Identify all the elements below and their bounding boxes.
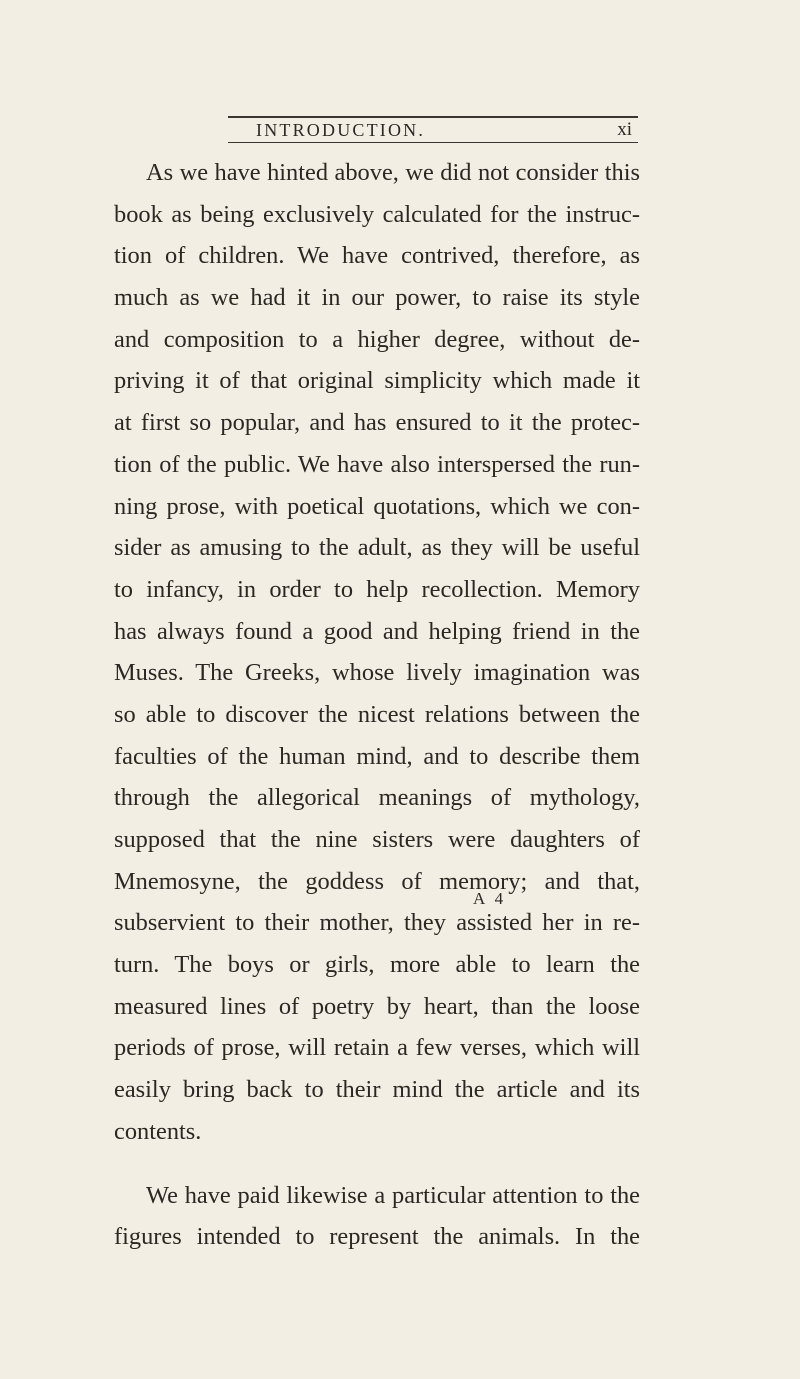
text-line: As we have hinted above, we did not consider this: [146, 159, 640, 186]
text-line: and composition to a higher degree, without de-: [114, 325, 640, 353]
paragraph-gap: [114, 1153, 640, 1175]
text-line: tion of children. We have contrived, therefore, as: [114, 242, 640, 270]
body-text: [114, 152, 640, 1258]
text-line: to infancy, in order to help recollection. Memory: [114, 575, 640, 603]
paragraph: [114, 1175, 640, 1258]
running-title: INTRODUCTION.: [256, 120, 426, 140]
header-rule-bottom: [228, 142, 638, 143]
running-head: [228, 118, 638, 142]
text-line: subservient to their mother, they assisted her in re-: [114, 909, 640, 937]
text-line: measured lines of poetry by heart, than the loose: [114, 992, 640, 1020]
text-line: We have paid likewise a particular attention to the: [146, 1181, 640, 1209]
text-line: book as being exclusively calculated for the instruc-: [114, 200, 640, 228]
text-line: through the allegorical meanings of mythology,: [114, 784, 640, 812]
text-line: supposed that the nine sisters were daughters of: [114, 826, 640, 853]
paragraph: [114, 152, 640, 1153]
text-line: tion of the public. We have also interspersed the run-: [114, 450, 640, 478]
text-line: so able to discover the nicest relations between the: [114, 700, 640, 728]
text-line: much as we had it in our power, to raise its style: [114, 284, 640, 312]
page-number: xi: [617, 119, 632, 140]
text-line: at first so popular, and has ensured to it the protec-: [114, 409, 640, 437]
text-line: Muses. The Greeks, whose lively imagination was: [114, 659, 640, 687]
text-line: priving it of that original simplicity which made it: [114, 367, 640, 395]
text-line: has always found a good and helping friend in the: [114, 617, 640, 645]
text-line: Mnemosyne, the goddess of memory; and that,: [114, 867, 640, 895]
text-line: faculties of the human mind, and to describe them: [114, 742, 640, 770]
text-line: periods of prose, will retain a few verses, which will: [114, 1034, 640, 1062]
signature-mark: A 4: [473, 889, 507, 908]
text-line: figures intended to represent the animals. In the: [114, 1223, 640, 1251]
text-line: contents.: [114, 1117, 202, 1145]
text-line: ning prose, with poetical quotations, which we con-: [114, 492, 640, 520]
text-line: easily bring back to their mind the article and its: [114, 1076, 640, 1104]
text-line: sider as amusing to the adult, as they will be useful: [114, 534, 640, 562]
text-line: turn. The boys or girls, more able to learn the: [114, 951, 640, 979]
